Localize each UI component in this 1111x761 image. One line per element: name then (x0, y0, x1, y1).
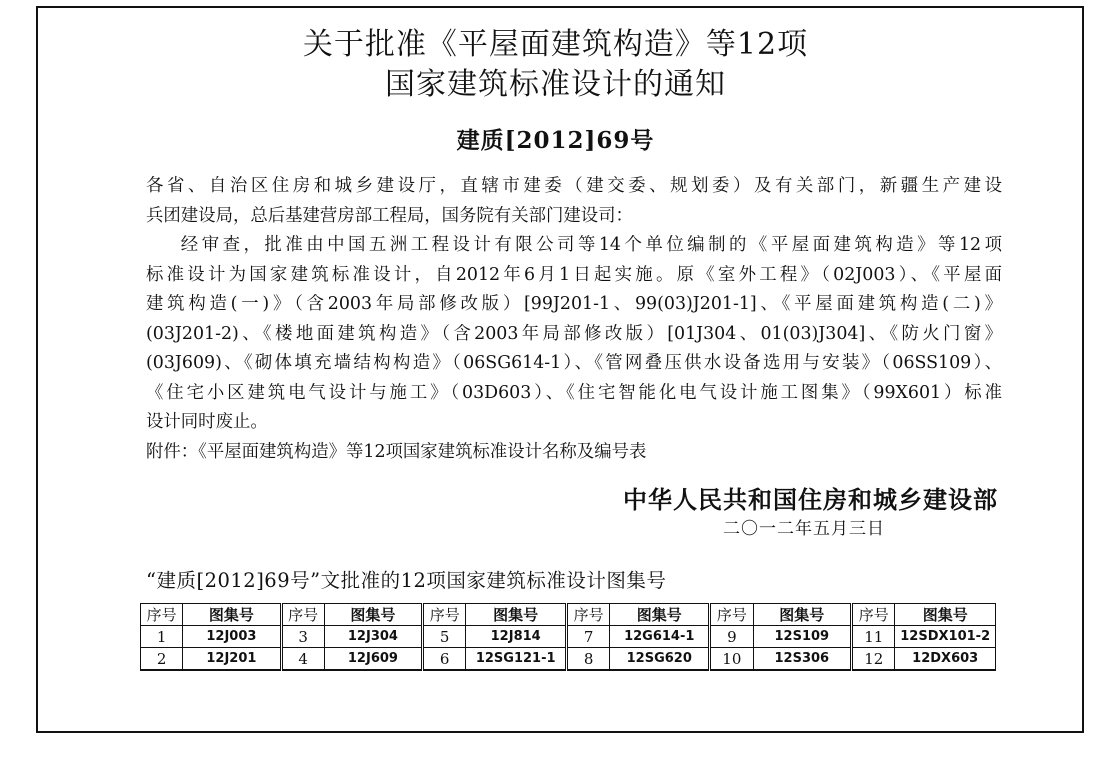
code-cell: 12S109 (753, 626, 852, 648)
code-cell: 12G614-1 (610, 626, 710, 648)
seq-cell: 12 (852, 648, 895, 671)
body-line: 设计同时废止。 (146, 412, 268, 432)
seq-cell: 11 (852, 626, 895, 648)
body-line: 建筑构造(一)》（含2003年局部修改版）[99J201-1、99(03)J201-1]、《平屋面建筑构造(二)》 (146, 294, 1002, 314)
header-seq: 序号 (852, 604, 895, 626)
issue-date: 二〇一二年五月三日 (723, 519, 885, 539)
table-row (141, 648, 996, 671)
body-line: 《住宅小区建筑电气设计与施工》（03D603）、《住宅智能化电气设计施工图集》（99X601）标准 (146, 382, 1002, 403)
issuing-authority: 中华人民共和国住房和城乡建设部 (623, 486, 998, 514)
seq-cell: 6 (423, 648, 466, 671)
code-cell: 12SG121-1 (466, 648, 567, 671)
code-cell: 12J814 (466, 626, 567, 648)
header-code: 图集号 (753, 604, 852, 626)
code-cell: 12S306 (753, 648, 852, 671)
seq-cell: 3 (281, 626, 324, 648)
notice-body (146, 172, 1002, 438)
body-line: (03J609)、《砌体填充墙结构构造》（06SG614-1）、《管网叠压供水设备选用与安装》（06SS109）、 (146, 353, 1002, 373)
notice-title-line2: 国家建筑标准设计的通知 (385, 67, 726, 102)
seq-cell: 10 (710, 648, 753, 671)
seq-cell: 1 (141, 626, 183, 648)
code-cell: 12DX603 (895, 648, 996, 671)
header-seq: 序号 (141, 604, 183, 626)
header-seq: 序号 (423, 604, 466, 626)
code-cell: 12SDX101-2 (895, 626, 996, 648)
seq-cell: 2 (141, 648, 183, 671)
code-cell: 12SG620 (610, 648, 710, 671)
notice-title-line1: 关于批准《平屋面建筑构造》等12项 (302, 27, 809, 62)
header-seq: 序号 (281, 604, 324, 626)
table-header-row (141, 604, 996, 626)
seq-cell: 7 (567, 626, 610, 648)
code-cell: 12J201 (183, 648, 281, 671)
code-cell: 12J003 (183, 626, 281, 648)
body-line: 经审查，批准由中国五洲工程设计有限公司等14个单位编制的《平屋面建筑构造》等12项 (180, 235, 1002, 255)
seq-cell: 4 (281, 648, 324, 671)
address-line: 各省、自治区住房和城乡建设厅，直辖市建委（建交委、规划委）及有关部门，新疆生产建设 (146, 176, 1002, 196)
document-number: 建质[2012]69号 (456, 127, 655, 154)
header-code: 图集号 (610, 604, 710, 626)
header-seq: 序号 (710, 604, 753, 626)
seq-cell: 8 (567, 648, 610, 671)
body-line: (03J201-2)、《楼地面建筑构造》（含2003年局部修改版）[01J304、01(03)J304]、《防火门窗》 (146, 323, 1002, 344)
atlas-number-table (140, 603, 996, 671)
seq-cell: 5 (423, 626, 466, 648)
header-code: 图集号 (324, 604, 422, 626)
code-cell: 12J609 (324, 648, 422, 671)
header-seq: 序号 (567, 604, 610, 626)
seq-cell: 9 (710, 626, 753, 648)
address-line: 兵团建设局，总后基建营房部工程局，国务院有关部门建设司： (146, 205, 633, 226)
table-row (141, 626, 996, 648)
header-code: 图集号 (466, 604, 567, 626)
attachment-line: 附件：《平屋面建筑构造》等12项国家建筑标准设计名称及编号表 (146, 442, 647, 462)
body-line: 标准设计为国家建筑标准设计，自2012年6月1日起实施。原《室外工程》（02J003）、《平屋面 (146, 264, 1002, 285)
code-cell: 12J304 (324, 626, 422, 648)
header-code: 图集号 (183, 604, 281, 626)
table-title: “建质[2012]69号”文批准的12项国家建筑标准设计图集号 (146, 569, 667, 592)
header-code: 图集号 (895, 604, 996, 626)
